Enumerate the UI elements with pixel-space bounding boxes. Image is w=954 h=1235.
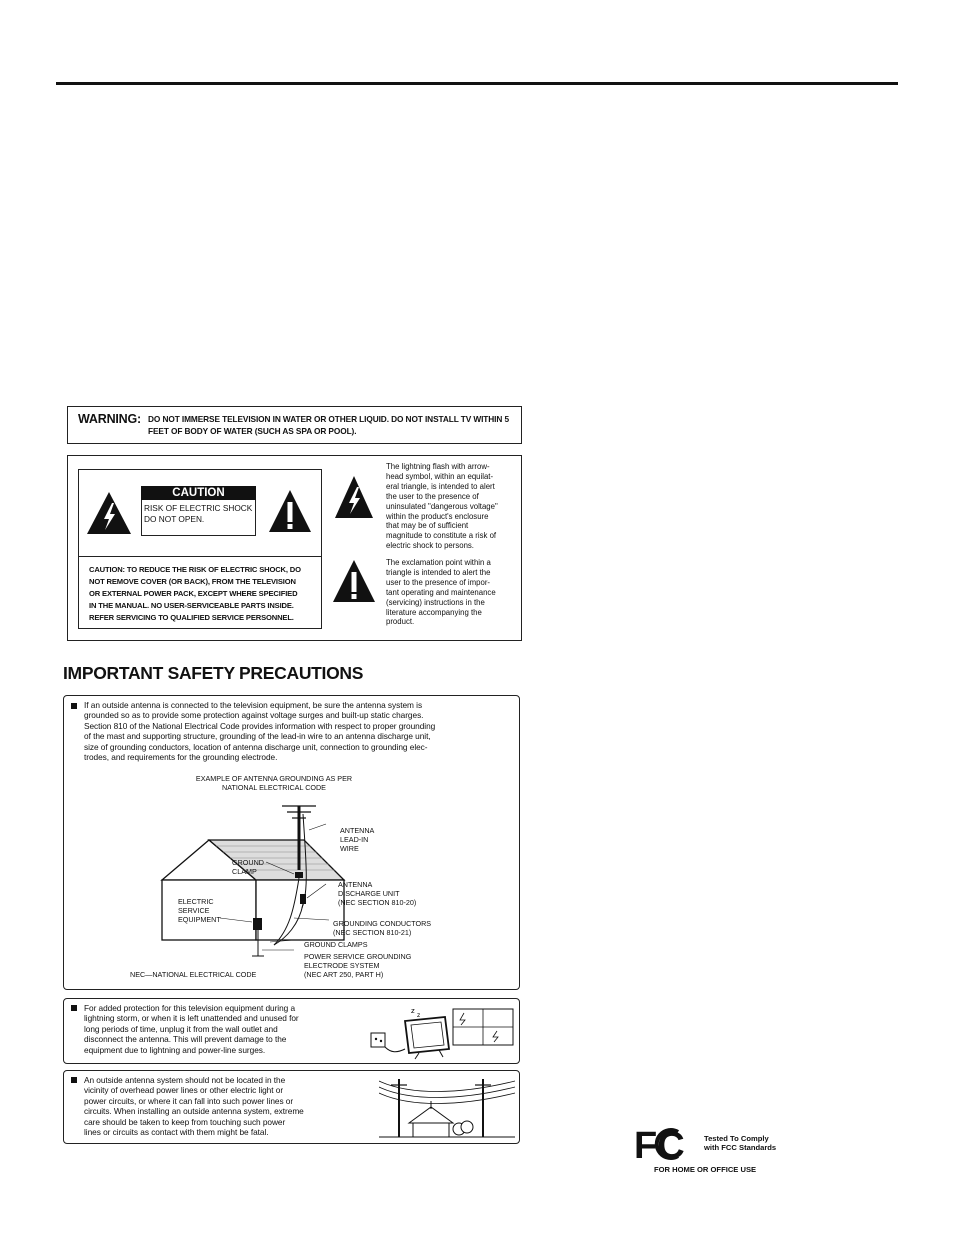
svg-text:z: z [417, 1012, 421, 1019]
precaution-lightning [63, 998, 520, 1064]
fcc-tested-text: Tested To Comply with FCC Standards [704, 1134, 777, 1152]
bullet [71, 1077, 77, 1083]
exclamation-triangle-icon [332, 558, 376, 604]
precaution-text: For added protection for this television equipment during a lightning storm, or when it is left unattended and unused for long periods of time, unplug it from the wall outlet and disconnect the antenna. This will prevent damage to the equipment due to lightning and power-line surges. [84, 1003, 299, 1055]
caution-label-box [78, 469, 322, 629]
fcc-compliance-mark [634, 1124, 794, 1176]
label-power-service: POWER SERVICE GROUNDING ELECTRODE SYSTEM (NEC ART 250, PART H) [304, 952, 412, 980]
lightning-triangle-icon [334, 474, 374, 520]
lightning-triangle-icon [85, 490, 133, 536]
label-electric-service: ELECTRIC SERVICE EQUIPMENT [178, 897, 221, 925]
caution-divider [79, 556, 321, 557]
precaution-text: If an outside antenna is connected to the television equipment, be sure the antenna system is grounded so as to provide some protection against voltage surges and built-up static charges. Section 810 of the National Electrical Code provides information with respect to proper grounding of the mast and supporting structure, grounding of the lead-in wire to an antenna discharge unit, size of grounding conductors, location of antenna discharge unit, connection to grounding elec- trodes, and requirements for the grounding electrode. [84, 700, 436, 763]
label-nec: NEC—NATIONAL ELECTRICAL CODE [130, 970, 257, 979]
top-rule [56, 82, 898, 85]
label-antenna-lead-in: ANTENNA LEAD-IN WIRE [340, 826, 375, 854]
caution-body: CAUTION: TO REDUCE THE RISK OF ELECTRIC SHOCK, DO NOT REMOVE COVER (OR BACK), FROM THE TELEVISION OR EXTERNAL POWER PACK, EXCEPT WHERE SPECIFIED IN THE MANUAL. NO USER-SERVICEABLE PARTS INSIDE. REFER SERVICING TO QUALIFIED SERVICE PERSONNEL. [89, 565, 301, 622]
label-ground-clamps: GROUND CLAMPS [304, 940, 368, 949]
precaution-power-lines [63, 1070, 520, 1144]
diagram-title: EXAMPLE OF ANTENNA GROUNDING AS PER NATIONAL ELECTRICAL CODE [195, 774, 353, 793]
warning-text: DO NOT IMMERSE TELEVISION IN WATER OR OTHER LIQUID. DO NOT INSTALL TV WITHIN 5 FEET OF BODY OF WATER (SUCH AS SPA OR POOL). [148, 414, 509, 436]
caution-header: CAUTION [141, 486, 256, 500]
svg-text:FC: FC [634, 1125, 685, 1164]
caution-subtext: RISK OF ELECTRIC SHOCK DO NOT OPEN. [144, 503, 253, 524]
tv-storm-illustration [369, 1003, 519, 1061]
section-heading: IMPORTANT SAFETY PRECAUTIONS [63, 663, 364, 683]
label-discharge-unit: ANTENNA DISCHARGE UNIT (NEC SECTION 810-20) [338, 880, 417, 908]
caution-panel [67, 455, 522, 641]
exclamation-triangle-icon [267, 488, 313, 534]
label-grounding-conductors: GROUNDING CONDUCTORS (NEC SECTION 810-21) [333, 919, 432, 938]
fcc-logo-icon [634, 1124, 690, 1164]
exclamation-explanation: The exclamation point within a triangle is intended to alert the user to the presence of impor- tant operating and maintenance (servicing) instructions in the literature accompanying the product. [386, 558, 496, 627]
bullet [71, 703, 77, 709]
lightning-explanation: The lightning flash with arrow- head symbol, within an equilat- eral triangle, is intended to alert the user to the presence of uninsulated "dangerous voltage" within the product's enclosure that may be of sufficient magnitude to constitute a risk of electric shock to persons. [386, 462, 498, 551]
warning-box [67, 406, 522, 444]
label-ground-clamp: GROUND CLAMP [232, 858, 264, 877]
svg-text:z: z [411, 1007, 415, 1015]
warning-label: WARNING: [78, 412, 141, 426]
precaution-antenna-grounding [63, 695, 520, 990]
bullet [71, 1005, 77, 1011]
precaution-text: An outside antenna system should not be located in the vicinity of overhead power lines or other electric light or power circuits, or where it can fall into such power lines or circuits. When installing an outside antenna system, extreme care should be taken to keep from touching such power lines or circuits as contact with them might be fatal. [84, 1075, 304, 1138]
power-lines-illustration [379, 1075, 517, 1141]
fcc-home-office: FOR HOME OR OFFICE USE [654, 1165, 757, 1174]
